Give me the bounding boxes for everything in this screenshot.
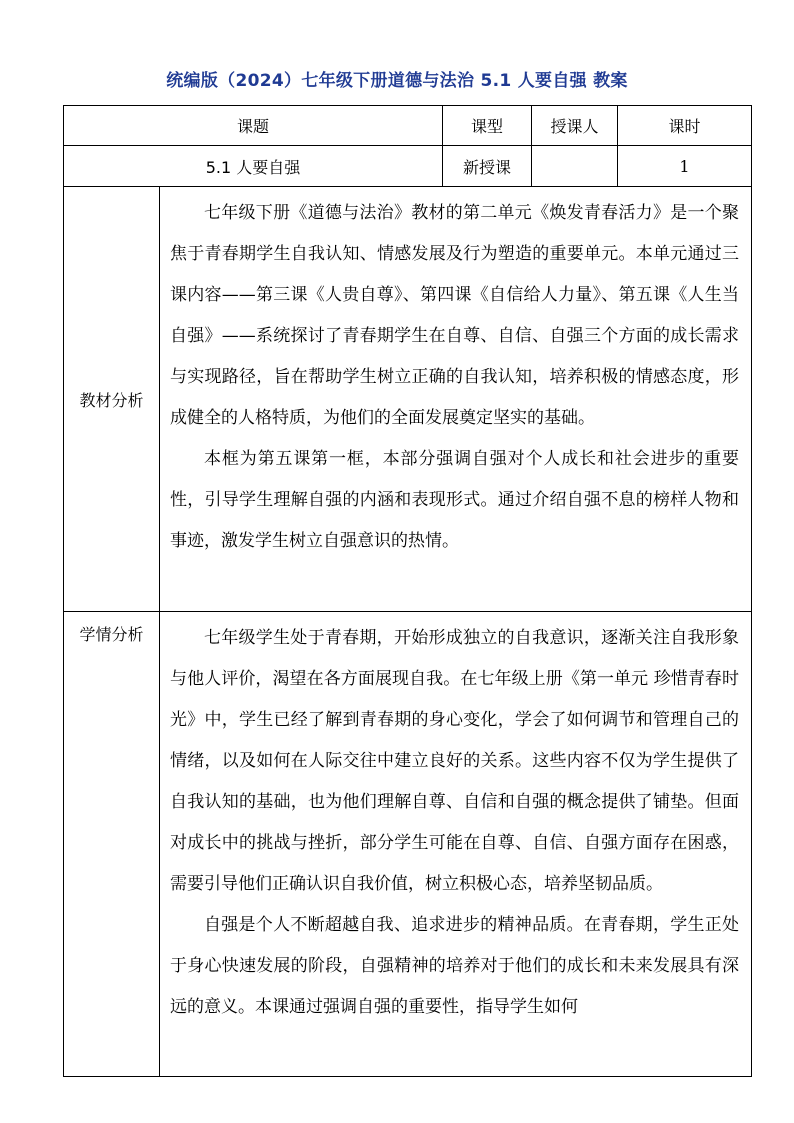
- header-topic: 课题: [64, 106, 443, 146]
- section-row-learner-analysis: [64, 612, 752, 1077]
- section-paragraph: 七年级学生处于青春期，开始形成独立的自我意识，逐渐关注自我形象与他人评价，渴望在各方面展现自我。在七年级上册《第一单元 珍惜青春时光》中，学生已经了解到青春期的身心变化，学会了如何调节和管理自己的情绪，以及如何在人际交往中建立良好的关系。这些内容不仅为学生提供了自我认知的基础，也为他们理解自尊、自信和自强的概念提供了铺垫。但面对成长中的挑战与挫折，部分学生可能在自尊、自信、自强方面存在困惑，需要引导他们正确认识自我价值，树立积极心态，培养坚韧品质。: [170, 628, 740, 894]
- header-teacher: 授课人: [532, 106, 618, 146]
- section-paragraph: 自强是个人不断超越自我、追求进步的精神品质。在青春期，学生正处于身心快速发展的阶段，自强精神的培养对于他们的成长和未来发展具有深远的意义。本课通过强调自强的重要性，指导学生如何: [170, 915, 740, 1017]
- section-row-textbook-analysis: [64, 187, 752, 612]
- section-label-learner-analysis: 学情分析: [64, 612, 160, 1077]
- section-body-textbook-analysis: [160, 187, 752, 612]
- section-label-textbook-analysis: 教材分析: [64, 187, 160, 612]
- value-row: [64, 146, 752, 187]
- value-topic: 5.1 人要自强: [64, 146, 443, 187]
- section-body-learner-analysis: [160, 612, 752, 1077]
- lesson-plan-table: [63, 105, 752, 1077]
- header-hours: 课时: [618, 106, 752, 146]
- document-title: 统编版（2024）七年级下册道德与法治 5.1 人要自强 教案: [166, 71, 628, 91]
- header-type: 课型: [443, 106, 532, 146]
- value-teacher: [532, 146, 618, 187]
- value-type: 新授课: [443, 146, 532, 187]
- value-hours: 1: [618, 146, 752, 187]
- section-paragraph: 本框为第五课第一框，本部分强调自强对个人成长和社会进步的重要性，引导学生理解自强的内涵和表现形式。通过介绍自强不息的榜样人物和事迹，激发学生树立自强意识的热情。: [170, 449, 740, 551]
- header-row: [64, 106, 752, 146]
- section-paragraph: 七年级下册《道德与法治》教材的第二单元《焕发青春活力》是一个聚焦于青春期学生自我认知、情感发展及行为塑造的重要单元。本单元通过三课内容——第三课《人贵自尊》、第四课《自信给人力量》、第五课《人生当自强》——系统探讨了青春期学生在自尊、自信、自强三个方面的成长需求与实现路径，旨在帮助学生树立正确的自我认知，培养积极的情感态度，形成健全的人格特质，为他们的全面发展奠定坚实的基础。: [170, 203, 740, 428]
